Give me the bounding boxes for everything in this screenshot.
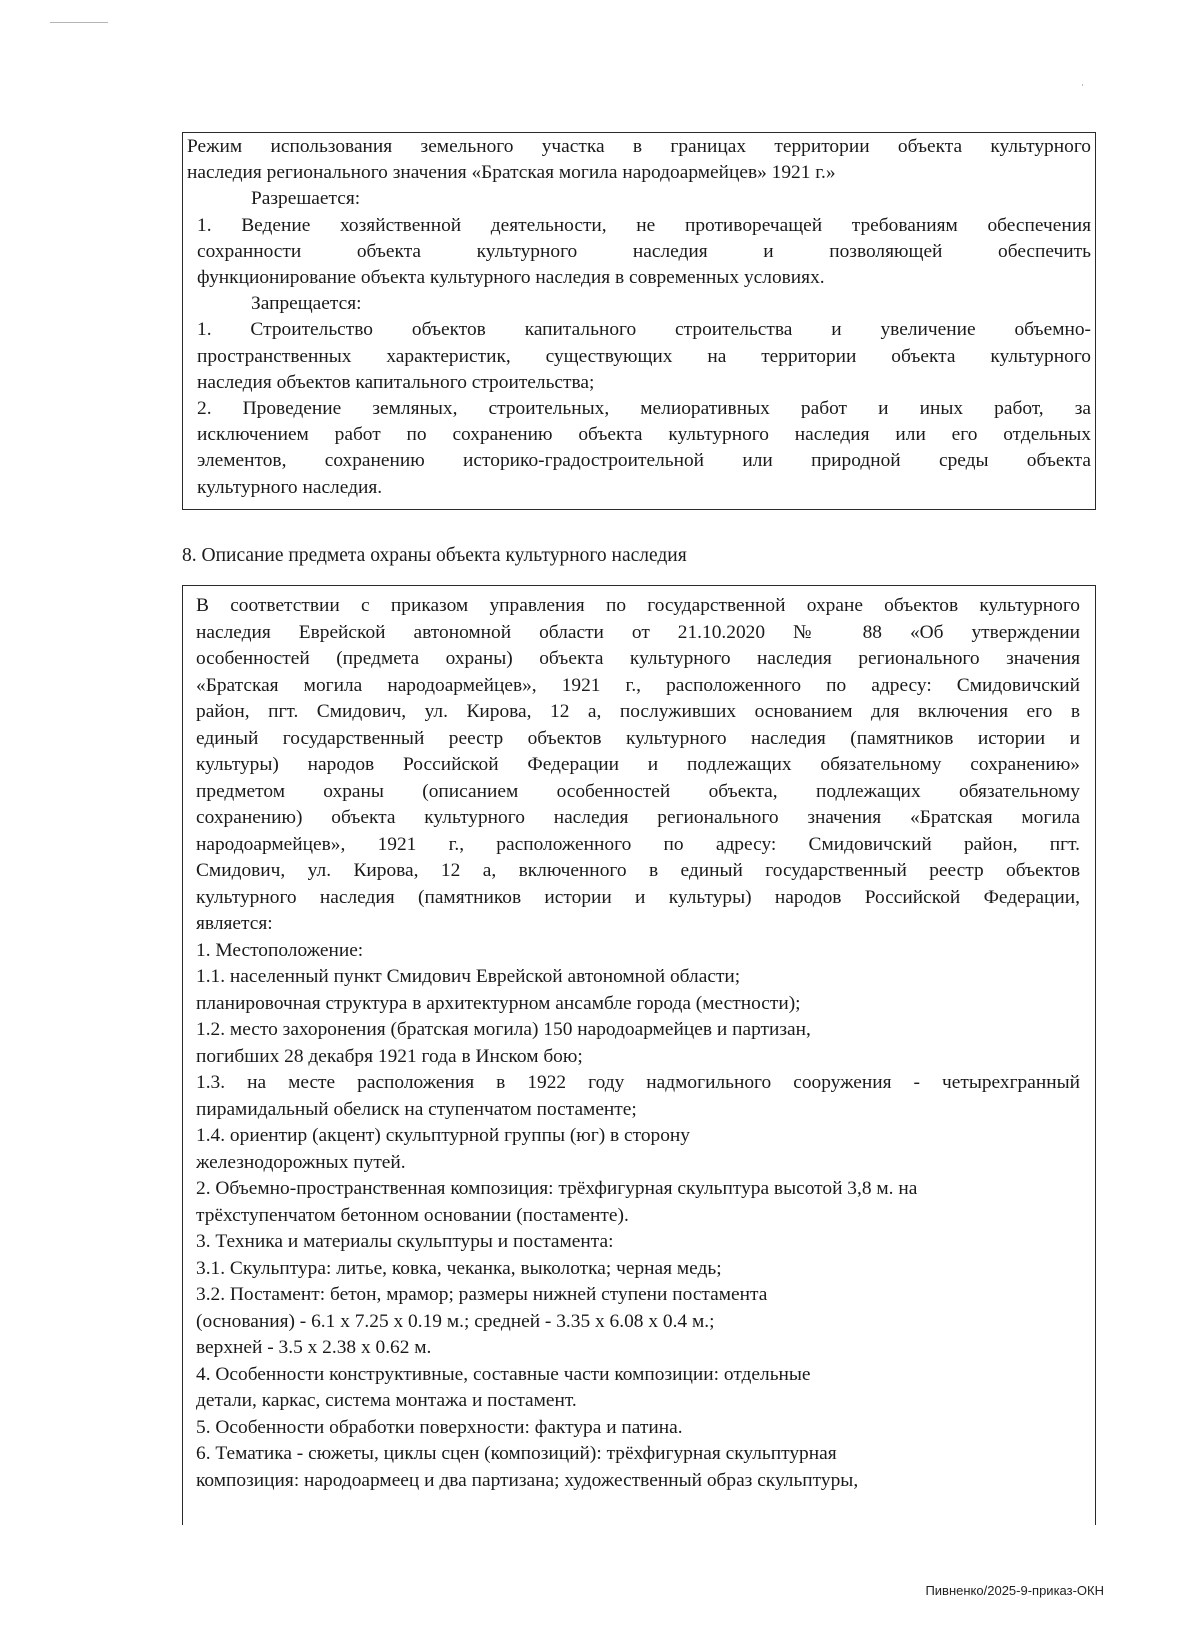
text-line: пространственных характеристик, существующих на территории объекта культурного — [197, 345, 1091, 367]
text-line: 1. Местоположение: — [196, 939, 364, 961]
text-line: 3.1. Скульптура: литье, ковка, чеканка, выколотка; черная медь; — [196, 1257, 722, 1279]
land-use-regime-box — [182, 132, 1096, 510]
text-line: сохранности объекта культурного наследия и позволяющей обеспечить — [197, 240, 1091, 262]
text-line: 1.4. ориентир (акцент) скульптурной группы (юг) в сторону — [196, 1125, 691, 1146]
text-line: трёхступенчатом бетонном основании (постаменте). — [196, 1204, 629, 1226]
text-line: наследия регионального значения «Братская могила народоармейцев» 1921 г.» — [187, 162, 836, 184]
text-line: наследия объектов капитального строительства; — [197, 371, 595, 393]
text-line: 2. Объемно-пространственная композиция: трёхфигурная скульптура высотой 3,8 м. на — [196, 1178, 918, 1199]
text-line: В соответствии с приказом управления по государственной охране объектов культурного — [196, 595, 1080, 616]
prohibited-heading: Запрещается: — [251, 293, 362, 315]
text-line: сохранению) объекта культурного наследия регионального значения «Братская могила — [196, 807, 1080, 828]
permitted-heading: Разрешается: — [251, 188, 361, 210]
text-line: планировочная структура в архитектурном ансамбле города (местности); — [196, 992, 801, 1014]
text-line: Смидович, ул. Кирова, 12 а, включенного в единый государственный реестр объектов — [196, 860, 1080, 881]
text-line: культуры) народов Российской Федерации и подлежащих обязательному сохранению» — [196, 754, 1080, 775]
text-line: (основания) - 6.1 х 7.25 х 0.19 м.; средней - 3.35 х 6.08 х 0.4 м.; — [196, 1310, 715, 1332]
text-line: 1. Ведение хозяйственной деятельности, не противоречащей требованиям обеспечения — [197, 214, 1091, 236]
text-line: погибших 28 декабря 1921 года в Инском бою; — [196, 1045, 583, 1067]
text-line: 6. Тематика - сюжеты, циклы сцен (композиций): трёхфигурная скульптурная — [196, 1443, 837, 1464]
text-line: функционирование объекта культурного наследия в современных условиях. — [197, 267, 825, 289]
text-line: 1. Строительство объектов капитального строительства и увеличение объемно- — [197, 319, 1091, 341]
text-line: 3. Техника и материалы скульптуры и постамента: — [196, 1231, 614, 1252]
text-line: 2. Проведение земляных, строительных, мелиоративных работ и иных работ, за — [197, 398, 1091, 420]
protection-subject-box — [182, 585, 1096, 1525]
text-line: является: — [196, 913, 273, 934]
text-line: «Братская могила народоармейцев», 1921 г., расположенного по адресу: Смидовичский — [196, 674, 1080, 696]
text-line: район, пгт. Смидович, ул. Кирова, 12 а, послуживших основанием для включения его в — [196, 701, 1080, 722]
text-line: особенностей (предмета охраны) объекта культурного наследия регионального значения — [196, 648, 1080, 669]
text-line: 3.2. Постамент: бетон, мрамор; размеры нижней ступени постамента — [196, 1284, 768, 1305]
text-line: 1.3. на месте расположения в 1922 году надмогильного сооружения - четырехгранный — [196, 1072, 1080, 1093]
text-line: Режим использования земельного участка в границах территории объекта культурного — [187, 136, 1091, 157]
text-line: 1.1. населенный пункт Смидович Еврейской автономной области; — [196, 966, 741, 987]
section-8-title: 8. Описание предмета охраны объекта культурного наследия — [182, 545, 687, 566]
text-line: культурного наследия. — [197, 476, 383, 498]
text-line: верхней - 3.5 х 2.38 х 0.62 м. — [196, 1337, 432, 1358]
text-line: 4. Особенности конструктивные, составные части композиции: отдельные — [196, 1363, 811, 1385]
document-footer-reference: Пивненко/2025-9-приказ-ОКН — [925, 1583, 1104, 1598]
text-line: предметом охраны (описанием особенностей объекта, подлежащих обязательному — [196, 780, 1080, 802]
text-line: культурного наследия (памятников истории и культуры) народов Российской Федерации, — [196, 886, 1080, 908]
scan-artifact-line — [50, 22, 108, 23]
text-line: пирамидальный обелиск на ступенчатом постаменте; — [196, 1098, 637, 1120]
text-line: исключением работ по сохранению объекта культурного наследия или его отдельных — [197, 424, 1091, 446]
text-line: элементов, сохранению историко-градостроительной или природной среды объекта — [197, 450, 1091, 472]
text-line: 5. Особенности обработки поверхности: фактура и патина. — [196, 1416, 683, 1438]
text-line: композиция: народоармеец и два партизана; художественный образ скульптуры, — [196, 1469, 859, 1491]
text-line: железнодорожных путей. — [196, 1151, 406, 1173]
text-line: единый государственный реестр объектов культурного наследия (памятников истории и — [196, 727, 1080, 749]
text-line: детали, каркас, система монтажа и постамент. — [196, 1390, 577, 1411]
text-line: 1.2. место захоронения (братская могила) 150 народоармейцев и партизан, — [196, 1019, 811, 1040]
scan-artifact-dot — [1082, 84, 1083, 86]
text-line: наследия Еврейской автономной области от 21.10.2020 № 88 «Об утверждении — [196, 621, 1080, 643]
text-line: народоармейцев», 1921 г., расположенного по адресу: Смидовичский район, пгт. — [196, 833, 1080, 855]
